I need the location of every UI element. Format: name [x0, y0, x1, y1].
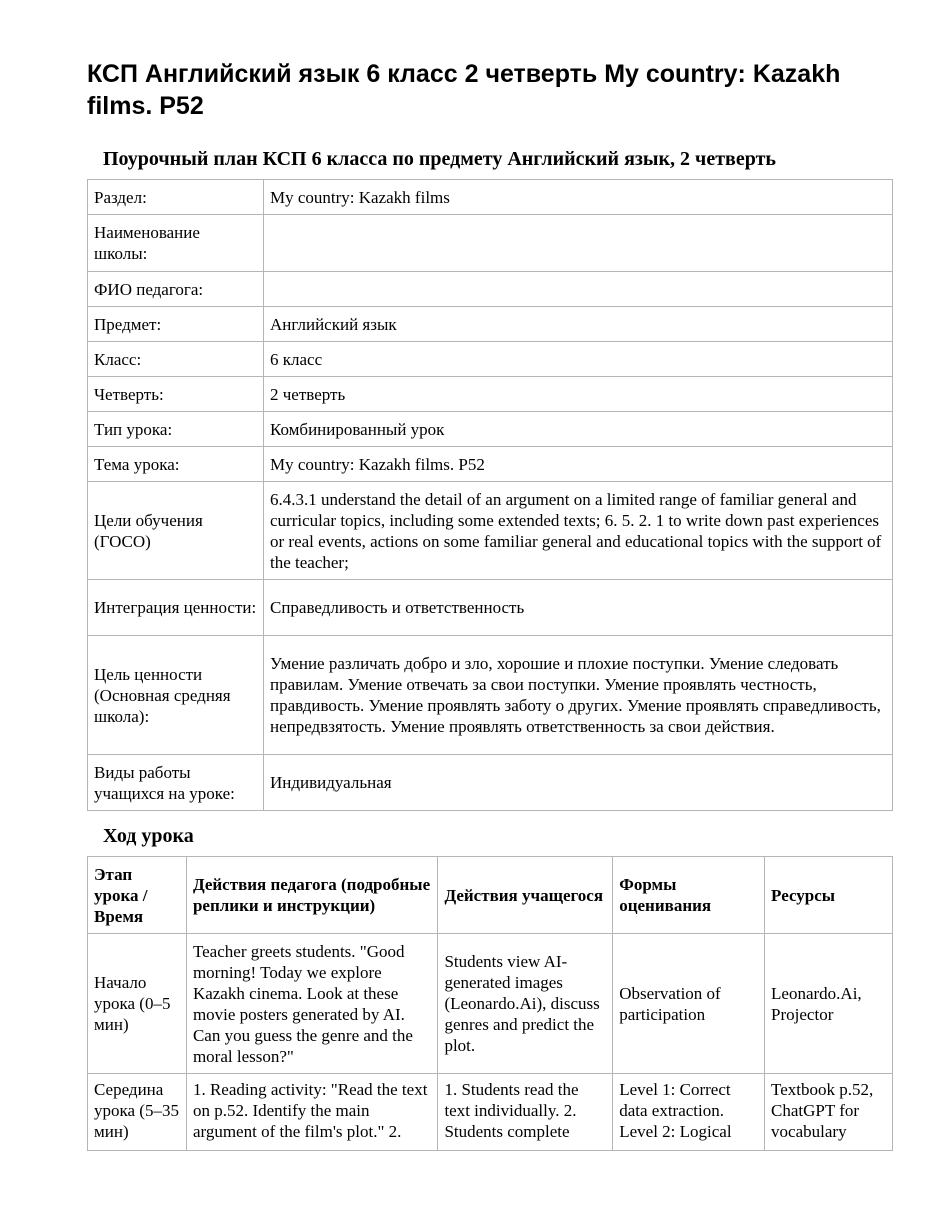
- info-value: My country: Kazakh films: [264, 180, 893, 215]
- document-title: КСП Английский язык 6 класс 2 четверть My country: Kazakh films. P52: [87, 60, 841, 120]
- table-row: [88, 180, 893, 215]
- table-row: [88, 755, 893, 811]
- info-value: My country: Kazakh films. P52: [264, 447, 893, 482]
- table-row: [88, 342, 893, 377]
- info-value: Комбинированный урок: [264, 412, 893, 447]
- info-value: Английский язык: [264, 307, 893, 342]
- table-row: [88, 636, 893, 755]
- info-label: ФИО педагога:: [88, 272, 264, 307]
- info-value: 6 класс: [264, 342, 893, 377]
- table-row: [88, 580, 893, 636]
- info-value: 6.4.3.1 understand the detail of an argument on a limited range of familiar general and curricular topics, including some extended texts; 6. 5. 2. 1 to write down past experiences or real events, actions on some familiar general and educational topics with the support of the teacher;: [264, 482, 893, 580]
- info-label: Класс:: [88, 342, 264, 377]
- info-label: Четверть:: [88, 377, 264, 412]
- table-cell: Textbook p.52, ChatGPT for vocabulary: [765, 1074, 893, 1151]
- table-cell: Начало урока (0–5 мин): [88, 934, 187, 1074]
- table-row: [88, 215, 893, 272]
- lesson-flow-table: [87, 856, 893, 1151]
- table-cell: Teacher greets students. "Good morning! Today we explore Kazakh cinema. Look at these movie posters generated by AI. Can you guess the genre and the moral lesson?": [186, 934, 438, 1074]
- plan-heading: Поурочный план КСП 6 класса по предмету Английский язык, 2 четверть: [103, 148, 776, 170]
- column-header: Действия учащегося: [438, 857, 613, 934]
- info-label: Цель ценности (Основная средняя школа):: [88, 636, 264, 755]
- table-row: [88, 412, 893, 447]
- table-header-row: [88, 857, 893, 934]
- column-header: Ресурсы: [765, 857, 893, 934]
- info-label: Тип урока:: [88, 412, 264, 447]
- lesson-info-table: [87, 179, 893, 811]
- info-label: Тема урока:: [88, 447, 264, 482]
- info-label: Интеграция ценности:: [88, 580, 264, 636]
- info-label: Наименование школы:: [88, 215, 264, 272]
- table-cell: 1. Reading activity: "Read the text on p.52. Identify the main argument of the film's plot." 2.: [186, 1074, 438, 1151]
- info-label: Цели обучения (ГОСО): [88, 482, 264, 580]
- lesson-heading: Ход урока: [103, 825, 194, 847]
- info-label: Предмет:: [88, 307, 264, 342]
- table-cell: Observation of participation: [613, 934, 765, 1074]
- table-row: [88, 447, 893, 482]
- column-header: Действия педагога (подробные реплики и инструкции): [186, 857, 438, 934]
- info-label: Раздел:: [88, 180, 264, 215]
- table-row: [88, 377, 893, 412]
- table-cell: Level 1: Correct data extraction. Level 2: Logical: [613, 1074, 765, 1151]
- table-cell: 1. Students read the text individually. 2. Students complete: [438, 1074, 613, 1151]
- table-row: [88, 934, 893, 1074]
- info-value: Индивидуальная: [264, 755, 893, 811]
- table-row: [88, 1074, 893, 1151]
- table-row: [88, 307, 893, 342]
- table-row: [88, 482, 893, 580]
- info-label: Виды работы учащихся на уроке:: [88, 755, 264, 811]
- info-value: Справедливость и ответственность: [264, 580, 893, 636]
- info-value: Умение различать добро и зло, хорошие и плохие поступки. Умение следовать правилам. Умение отвечать за свои поступки. Умение проявлять честность, правдивость. Умение проявлять заботу о других. Умение проявлять справедливость, непредвзятость. Умение проявлять ответственность за свои действия.: [264, 636, 893, 755]
- column-header: Этап урока / Время: [88, 857, 187, 934]
- info-value: [264, 215, 893, 272]
- table-cell: Students view AI-generated images (Leonardo.Ai), discuss genres and predict the plot.: [438, 934, 613, 1074]
- info-value: [264, 272, 893, 307]
- info-value: 2 четверть: [264, 377, 893, 412]
- table-row: [88, 272, 893, 307]
- table-cell: Середина урока (5–35 мин): [88, 1074, 187, 1151]
- table-cell: Leonardo.Ai, Projector: [765, 934, 893, 1074]
- column-header: Формы оценивания: [613, 857, 765, 934]
